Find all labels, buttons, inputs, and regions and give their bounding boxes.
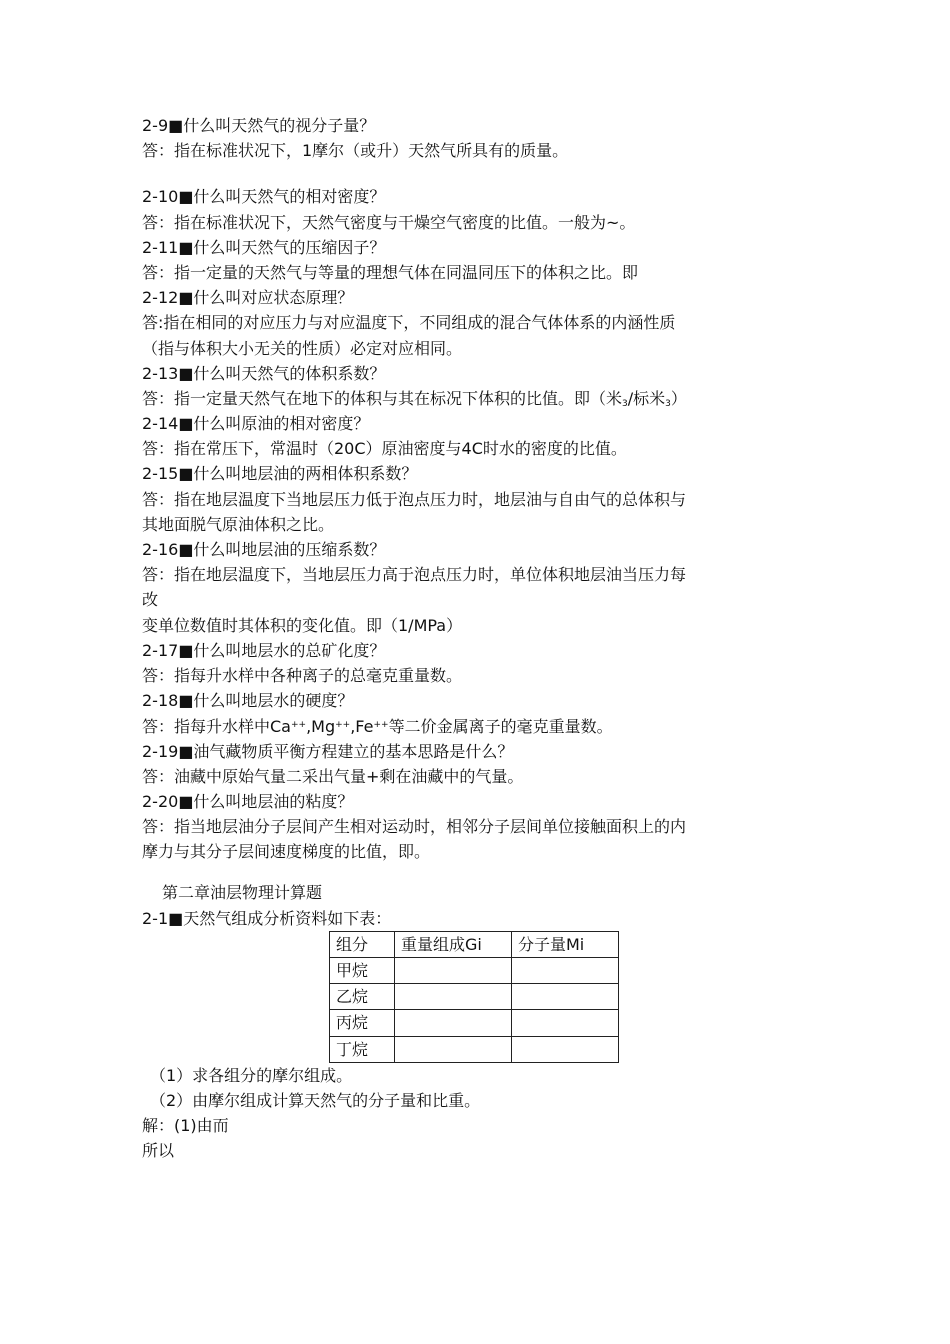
answer-2-20-cont: 摩力与其分子层间速度梯度的比值，即。 (142, 842, 431, 862)
question-2-14: 2-14■什么叫原油的相对密度？ (142, 414, 370, 434)
table-row (330, 984, 619, 1010)
superscript: ++ (335, 720, 351, 731)
answer-2-20: 答：指当地层油分子层间产生相对运动时，相邻分子层间单位接触面积上的内 (142, 817, 687, 837)
answer-2-17: 答：指每升水样中各种离子的总毫克重量数。 (142, 665, 463, 685)
solution-line-2: 所以 (142, 1141, 175, 1161)
question-2-13: 2-13■什么叫天然气的体积系数？ (142, 363, 386, 383)
table-cell (512, 1036, 619, 1062)
answer-2-12-cont: （指与体积大小无关的性质）必定对应相同。 (142, 338, 463, 358)
spacer (142, 864, 802, 880)
question-2-11: 2-11■什么叫天然气的压缩因子？ (142, 237, 386, 257)
answer-2-13 (142, 386, 802, 411)
answer-2-18 (142, 713, 802, 738)
table-header-cell: 重量组成Gi (395, 931, 512, 957)
table-cell: 丙烷 (330, 1010, 395, 1036)
question-2-16: 2-16■什么叫地层油的压缩系数？ (142, 540, 386, 559)
table-cell (512, 1010, 619, 1036)
calc-part-2: （2）由摩尔组成计算天然气的分子量和比重。 (150, 1091, 481, 1111)
table-cell (395, 958, 512, 984)
answer-2-15-cont: 其地面脱气原油体积之比。 (142, 514, 335, 534)
question-2-15: 2-15■什么叫地层油的两相体积系数？ (142, 464, 418, 484)
question-2-17: 2-17■什么叫地层水的总矿化度？ (142, 640, 386, 660)
question-2-19: 2-19■油气藏物质平衡方程建立的基本思路是什么？ (142, 741, 514, 761)
answer-2-19: 答：油藏中原始气量二采出气量+剩在油藏中的气量。 (142, 766, 524, 786)
table-cell: 乙烷 (330, 984, 395, 1010)
table-header-row (330, 931, 619, 957)
answer-text: ） (670, 388, 687, 408)
calc-question-2-1: 2-1■天然气组成分析资料如下表： (142, 908, 392, 928)
answer-2-10: 答：指在标准状况下，天然气密度与干燥空气密度的比值。一般为~。 (142, 212, 636, 232)
spacer (142, 163, 802, 184)
question-2-9: 2-9■什么叫天然气的视分子量？ (142, 116, 376, 135)
table-row (330, 1010, 619, 1036)
calc-part-1: （1）求各组分的摩尔组成。 (150, 1065, 353, 1085)
answer-2-9: 答：指在标准状况下，1摩尔（或升）天然气所具有的质量。 (142, 141, 569, 161)
answer-2-16: 答：指在地层温度下，当地层压力高于泡点压力时，单位体积地层油当压力每 (142, 565, 687, 585)
question-2-12: 2-12■什么叫对应状态原理？ (142, 288, 354, 308)
answer-text: 答：指每升水样中Ca (142, 717, 291, 737)
question-2-10: 2-10■什么叫天然气的相对密度？ (142, 187, 386, 207)
document-body (142, 113, 802, 1164)
answer-text: /标米 (627, 388, 666, 408)
answer-text: 等二价金属离子的毫克重量数。 (388, 717, 613, 737)
answer-2-16-cont2: 变单位数值时其体积的变化值。即（1/MPa） (142, 615, 463, 635)
subscript: 3 (665, 398, 671, 409)
composition-table (329, 931, 619, 1063)
table-cell (395, 1010, 512, 1036)
superscript: ++ (290, 720, 307, 731)
answer-text: ,Mg (306, 717, 336, 737)
table-cell (512, 958, 619, 984)
table-header-cell: 分子量Mi (512, 931, 619, 957)
answer-text: 答：指一定量天然气在地下的体积与其在标况下体积的比值。即（米 (142, 388, 623, 408)
answer-2-11: 答：指一定量的天然气与等量的理想气体在同温同压下的体积之比。即 (142, 262, 639, 282)
answer-2-14: 答：指在常压下，常温时（20C）原油密度与4C时水的密度的比值。 (142, 439, 627, 459)
chapter-title: 第二章油层物理计算题 (162, 883, 323, 903)
subscript: 3 (622, 398, 628, 409)
answer-text: ,Fe (350, 717, 374, 737)
superscript: ++ (373, 720, 389, 731)
table-header-cell: 组分 (330, 931, 395, 957)
table-row (330, 1036, 619, 1062)
table-cell: 甲烷 (330, 958, 395, 984)
table-row (330, 958, 619, 984)
question-2-18: 2-18■什么叫地层水的硬度？ (142, 691, 354, 711)
answer-2-15: 答：指在地层温度下当地层压力低于泡点压力时，地层油与自由气的总体积与 (142, 489, 687, 509)
table-cell: 丁烷 (330, 1036, 395, 1062)
table-cell (512, 984, 619, 1010)
table-cell (395, 984, 512, 1010)
answer-2-12: 答:指在相同的对应压力与对应温度下，不同组成的混合气体体系的内涵性质 (142, 313, 676, 333)
question-2-20: 2-20■什么叫地层油的粘度？ (142, 791, 354, 811)
answer-2-16-cont: 改 (142, 590, 159, 610)
solution-line: 解：(1)由而 (142, 1116, 229, 1136)
table-cell (395, 1036, 512, 1062)
